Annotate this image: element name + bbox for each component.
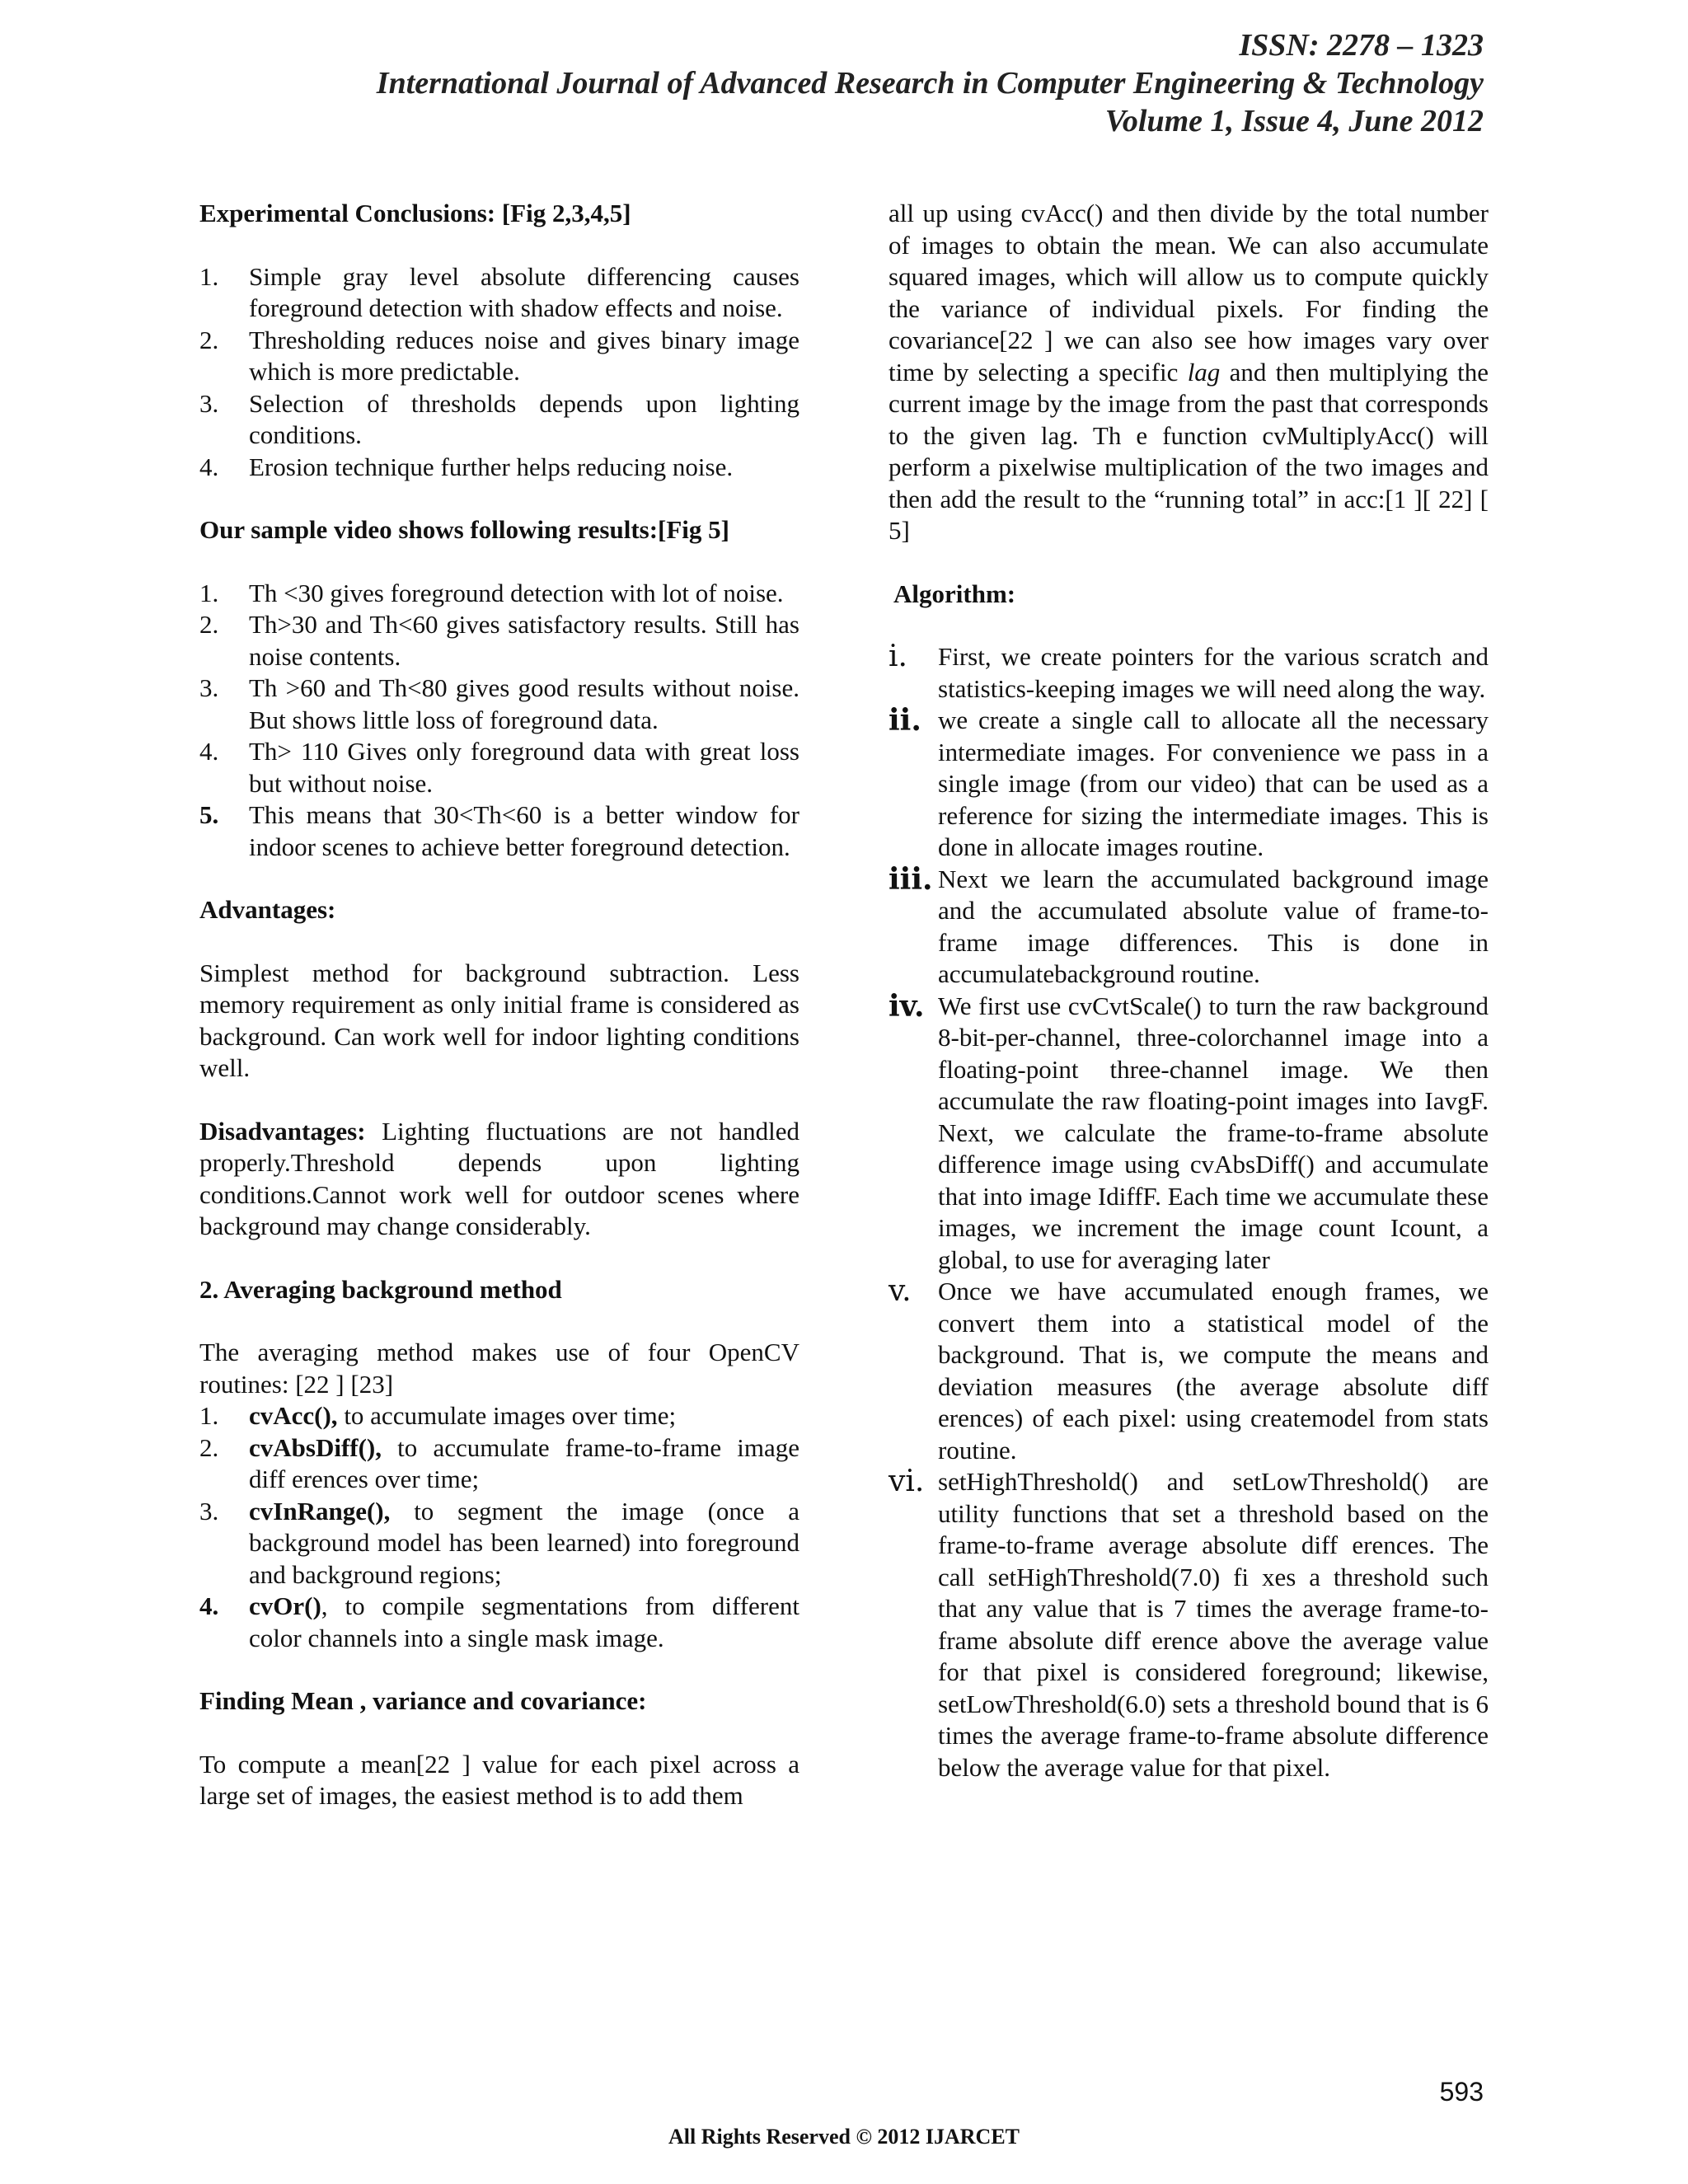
algorithm-step: v. Once we have accumulated enough frames, we convert them into a statistical model of the background. That is, we compute the means and deviation measures (the average absolute diff erences) of each pixel: using createmodel from stats routine. [889,1274,1489,1465]
mean-continuation: all up using cvAcc() and then divide by the total number of images to obtain the mean. We can also accumulate squared images, which will allow us to compute quickly the variance of individual pixels. For finding the covariance[22 ] we can also see how images vary over time by selecting a specific lag and then multiplying the current image by the image from the past that corresponds to the given lag. Th e function cvMultiplyAcc() will perform a pixelwise multiplication of the two images and then add the result to the “running total” in acc:[1 ][ 22] [ 5] [889,199,1489,545]
algorithm-step: iv. We first use cvCvtScale() to turn the raw background 8-bit-per-channel, three-colorchannel image into a floating-point three-channel image. We then accumulate the raw floating-point images into IavgF. Next, we calculate the frame-to-frame absolute difference image using cvAbsDiff() and accumulate that into image IdiffF. Each time we accumulate these images, we increment the image count Icount, a global, to use for averaging later [889,988,1489,1274]
list-item: 3. Selection of thresholds depends upon lighting conditions. [199,388,799,449]
page-number: 593 [1439,2077,1484,2107]
volume-issue: Volume 1, Issue 4, June 2012 [1104,104,1484,138]
algorithm-steps [889,641,1489,1783]
algorithm-step: vi. setHighThreshold() and setLowThreshold() are utility functions that set a threshold based on the frame-to-frame average absolute diff erences. The call setHighThreshold(7.0) fi xes a threshold such that any value that is 7 times the average frame-to-frame absolute diff erence above the average value for that pixel is considered foreground; likewise, setLowThreshold(6.0) sets a threshold bound that is 6 times the average frame-to-frame absolute difference below the average value for that pixel. [889,1465,1489,1782]
mean-variance-heading: Finding Mean , variance and covariance: [199,1686,647,1715]
copyright-footer: All Rights Reserved © 2012 IJARCET [668,2125,1020,2149]
sample-results-heading: Our sample video shows following results:[Fig 5] [199,515,729,544]
list-item: 5. This means that 30<Th<60 is a better window for indoor scenes to achieve better foreground detection. [199,800,799,861]
algorithm-step: ii. we create a single call to allocate all the necessary intermediate images. For convenience we pass in a single image (from our video) that can be used as a reference for sizing the intermediate images. This is done in allocate images routine. [889,703,1489,861]
list-item: 2. Thresholding reduces noise and gives binary image which is more predictable. [199,325,799,386]
averaging-method-heading: 2. Averaging background method [199,1274,562,1304]
experimental-conclusions-heading: Experimental Conclusions: [Fig 2,3,4,5] [199,199,631,227]
left-column [199,198,799,1812]
journal-header [377,26,1484,140]
algorithm-step: iii. Next we learn the accumulated background image and the accumulated absolute value of frame-to-frame image differences. This is done in accumulatebackground routine. [889,861,1489,988]
list-item: 4. Th> 110 Gives only foreground data with great loss but without noise. [199,737,799,798]
advantages-heading: Advantages: [199,895,336,924]
list-item: 1. Simple gray level absolute differencing causes foreground detection with shadow effects and noise. [199,261,799,322]
algorithm-heading: Algorithm: [889,579,1016,608]
algorithm-step: i. First, we create pointers for the various scratch and statistics-keeping images we will need along the way. [889,640,1489,703]
right-column [889,198,1489,1783]
disadvantages-paragraph [199,1116,799,1243]
list-item: 4. Erosion technique further helps reducing noise. [199,452,734,481]
opencv-routines-list [199,1400,799,1654]
disadvantages-label: Disadvantages: [199,1116,366,1146]
experimental-conclusions-list [199,261,799,484]
sample-results-list [199,578,799,864]
list-item: 3. cvInRange(), to segment the image (once a background model has been learned) into foreground and background regions; [199,1496,799,1589]
list-item: 1. cvAcc(), to accumulate images over time; [199,1401,677,1430]
issn: ISSN: 2278 – 1323 [1239,28,1484,63]
averaging-intro: The averaging method makes use of four OpenCV routines: [22 ] [23] [199,1338,799,1399]
disadvantages-text: Lighting fluctuations are not handled properly.Threshold depends upon lighting conditions.Cannot work well for outdoor scenes where background may change considerably. [199,1116,799,1240]
list-item: 2. cvAbsDiff(), to accumulate frame-to-frame image diff erences over time; [199,1432,799,1493]
list-item: 1. Th <30 gives foreground detection with lot of noise. [199,578,784,607]
mean-text: To compute a mean[22 ] value for each pixel across a large set of images, the easiest method is to add them [199,1749,799,1810]
list-item: 4. cvOr(), to compile segmentations from different color channels into a single mask image. [199,1591,799,1652]
advantages-text: Simplest method for background subtraction. Less memory requirement as only initial frame is considered as background. Can work well for indoor lighting conditions well. [199,958,799,1082]
journal-title: International Journal of Advanced Research in Computer Engineering & Technology [376,66,1484,101]
list-item: 2. Th>30 and Th<60 gives satisfactory results. Still has noise contents. [199,610,799,671]
list-item: 3. Th >60 and Th<80 gives good results without noise. But shows little loss of foreground data. [199,673,799,734]
